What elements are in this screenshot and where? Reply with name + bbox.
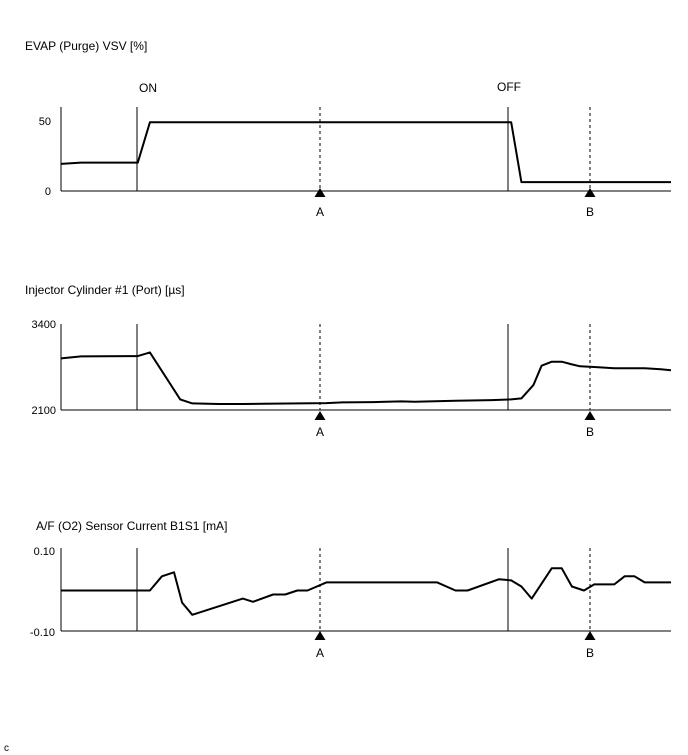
panel-title: EVAP (Purge) VSV [%] [25, 39, 148, 53]
panel-evap-purge-vsv [25, 39, 671, 219]
marker-label-a: A [315, 205, 325, 219]
marker-label-b: B [585, 646, 595, 660]
series-line-af-sensor [61, 568, 671, 615]
event-label-on: ON [139, 81, 157, 95]
marker-triangle-b [585, 631, 596, 640]
panel-title: Injector Cylinder #1 (Port) [µs] [25, 283, 185, 297]
series-line-evap [61, 122, 671, 182]
event-label-off: OFF [497, 80, 521, 94]
panel-title: A/F (O2) Sensor Current B1S1 [mA] [36, 519, 228, 533]
y-tick-min: -0.10 [29, 627, 55, 639]
marker-triangle-a [315, 188, 326, 197]
panel-injector-cylinder [25, 283, 671, 439]
marker-triangle-a [315, 411, 326, 420]
y-tick-max: 0.10 [33, 546, 55, 558]
marker-label-a: A [315, 425, 325, 439]
y-tick-min: 0 [44, 186, 51, 198]
y-tick-max: 50 [38, 116, 51, 128]
y-tick-min: 2100 [31, 405, 56, 417]
marker-triangle-b [585, 188, 596, 197]
footer-label: c [4, 743, 9, 754]
marker-label-b: B [585, 205, 595, 219]
marker-label-a: A [315, 646, 325, 660]
marker-triangle-a [315, 631, 326, 640]
y-tick-max: 3400 [31, 319, 56, 331]
marker-triangle-b [585, 411, 596, 420]
marker-label-b: B [585, 425, 595, 439]
series-line-injector [61, 352, 671, 404]
panel-af-sensor-current [30, 519, 671, 660]
